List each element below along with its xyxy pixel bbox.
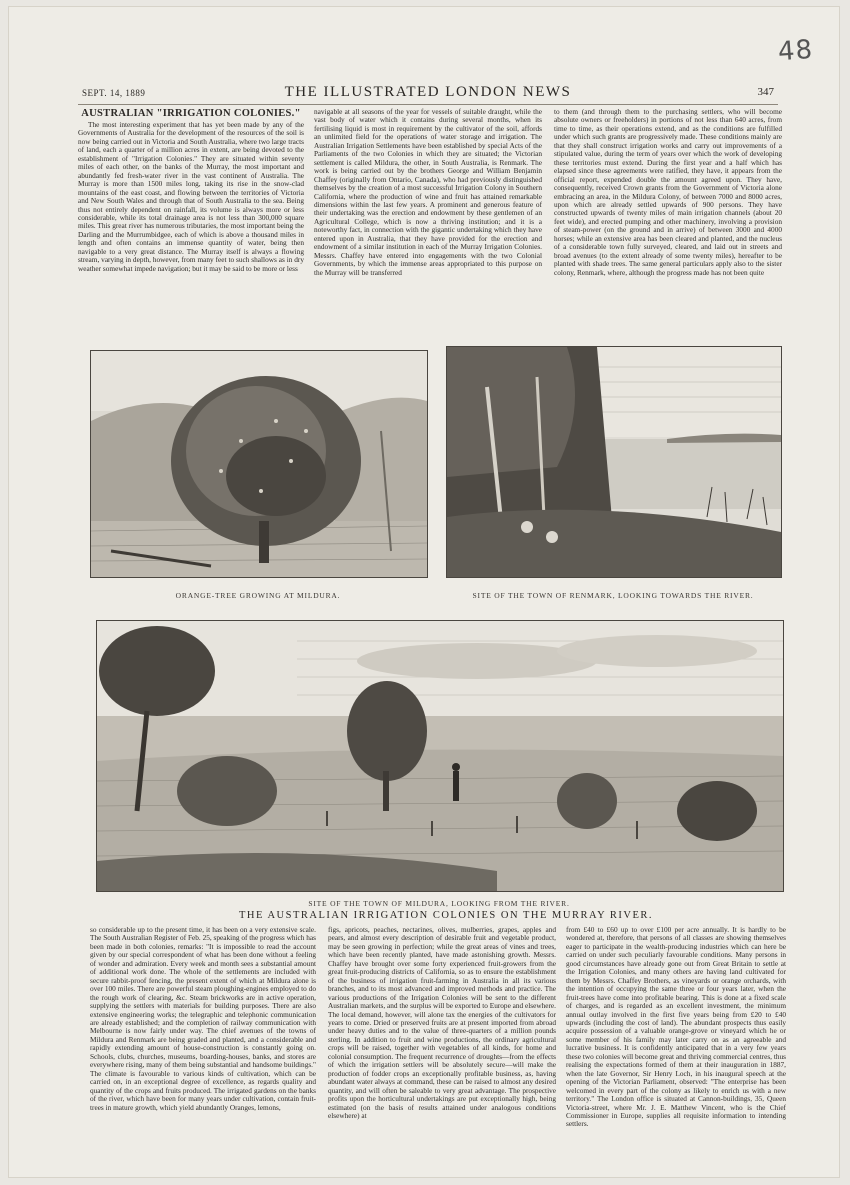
article-text-top-3: to them (and through them to the purchasing settlers, who will become absolute owners or freeholders) in portions of not less than 640 acres, from time to time, as their operations extend, and as the conditions are fulfilled under which such grants are progressively made. These conditions mainly are that they shall construct irrigation works and carry out improvements of a stipulated value, during the term of years over which the work of developing these territories must extend. During the first year and a half which has elapsed since these agreements were ratified, they have, it appears from the official report, expended double the amount agreed upon. They have, consequently, received Crown grants from the Government of Victoria alone embracing an area, in the Mildura Colony, of between 7000 and 8000 acres, upon which are already settled upwards of 900 persons. They have constructed upwards of twenty miles of main irrigation channels (about 20 feet wide), and erected pumping and other machinery, involving a provision of steam-power (on the ground and in arrive) of between 3000 and 4000 horses; while an extensive area has been cleared and planted, and the nucleus of a considerable town fully surveyed, cleared, and laid out in streets and broad avenues (to the extent already of some twenty miles), hereafter to be planted with shade trees. The same general particulars apply also to the sister colony, Renmark, where, although the progress made has not been quite [554,108,782,277]
page-number: 347 [757,86,774,98]
article-heading: AUSTRALIAN "IRRIGATION COLONIES." [81,108,301,119]
illustrations-main-title: THE AUSTRALIAN IRRIGATION COLONIES ON THE MURRAY RIVER. [238,910,654,921]
article-column-4 [90,926,316,1146]
handwritten-page-note: 48 [776,34,815,68]
article-column-6 [566,926,786,1146]
article-column-1 [78,108,304,316]
renmark-engraving [446,346,782,578]
orange-tree-engraving [90,350,428,578]
article-text-top-2: navigable at all seasons of the year for vessels of suitable draught, while the vast body of water which it contains during several months, when its fertilising liquid is most in requirement by the cultivator of the soil, affords an unlimited field for the operations of water storage and irrigation. The Australian Irrigation Settlements have been established by special Acts of the Parliaments of the two Colonies in which they are situated; the Victorian settlement is called Mildura, the other, in South Australia, is Renmark. The work is being carried out by the brothers George and William Benjamin Chaffey (originally from Ontario, Canada), who had previously distinguished themselves by the creation of a most successful Irrigation Colony in Southern California, where the production of wine and fruit has attained remarkable dimensions within the last few years. A prominent and generous feature of their undertaking was the erection and endowment by these gentlemen of an Agricultural College, which is now a thriving institution; and it is a noteworthy fact, in connection with the gigantic undertaking which they have entered upon in Australia, that they have provided for the erection and endowment of a similar institution in each of the Murray Irrigation Colonies. Messrs. Chaffey have entered into engagements with the two Colonial Governments, by which the immense areas appropriated to this purpose on the Murray will be transferred [314,108,542,277]
article-text-bottom-1: so considerable up to the present time, it has been on a very extensive scale. The South Australian Register of Feb. 25, speaking of the progress which has been made in both colonies, remarks: "It is impossible to read the account given by our special correspondent of what has been done without a feeling of wonder and admiration. Every week and month sees a substantial amount of additional work done. The whole of the settlements are included with secure rabbit-proof fencing, the present extent of which at Mildura alone is over 100 miles. There are powerful steam ploughing-engines employed to do the rough work of clearing, &c. Steam brickworks are in active operation, supplying the settlers with materials for building purposes. There are also extensive engineering works; the telegraphic and telephonic communication are already established; and the completion of railway communication with Melbourne is now fairly under way. The chief avenues of the towns of Mildura and Renmark are being graded and planted, and a considerable and rapidly extending amount of house-construction is constantly going on. Schools, clubs, churches, museums, boarding-houses, banks, and stores are everywhere rising, many of them being substantial and handsome buildings." The climate is favourable to various kinds of cultivation, which can be carried on, in an exceptional degree of excellence, as regards quality and quantity of the crops and fruits produced. The irrigated gardens on the banks of the river, which have been for many years under cultivation, contain fruit-trees in mature growth, which yield abundantly Oranges, lemons, [90,926,316,1112]
masthead-title: THE ILLUSTRATED LONDON NEWS [284,84,572,100]
caption-renmark: SITE OF THE TOWN OF RENMARK, LOOKING TOWARDS THE RIVER. [472,591,754,600]
mildura-engraving [96,620,784,892]
caption-mildura: SITE OF THE TOWN OF MILDURA, LOOKING FROM THE RIVER. [308,899,570,908]
article-text-top-1: The most interesting experiment that has yet been made by any of the Governments of Australia for the development of the resources of the soil is now being carried out in Victoria and South Australia, where two large tracts of land, each a quarter of a million acres in extent, are being devoted to the establishment of "Irrigation Colonies." They are situated within seventy miles of each other, on the banks of the Murray, the most important and abundantly fed fresh-water river in the vast continent of Australia. The Murray is more than 1500 miles long, taking its rise in the snow-clad mountains of the east coast, and flowing between the territories of Victoria and New South Wales and through that of South Australia to the sea. Being thus not entirely dependent on rainfall, its volume is always more or less considerable, while its total drainage area is not less than 300,000 square miles. This great river has numerous tributaries, the most important being the Darling and the Murrumbidgee, each of which is above a thousand miles in length and often contains an immense quantity of water, being then navigable to a very great distance. The Murray itself is always a flowing stream, varying in depth, however, from many feet to such shallows as in dry weather somewhat impede navigation; but it may be said to be more or less [78,120,304,273]
caption-orange-tree: ORANGE-TREE GROWING AT MILDURA. [175,591,341,600]
article-column-2 [314,108,542,316]
page-header [78,84,778,105]
issue-date: SEPT. 14, 1889 [82,88,146,98]
article-text-bottom-2: figs, apricots, peaches, nectarines, olives, mulberries, grapes, apples and pears, and almost every description of desirable fruit and vegetable product, may be seen growing in perfection; while the great areas of vines and trees, which have been recently planted, have made astonishing growth. Messrs. Chaffey have brought over some forty experienced fruit-growers from the great fruit-producing districts of California, so as to ensure the establishment of the business of irrigation fruit-farming in Australia in all its various branches, and to its most advanced and improved methods and practice. The various productions of the Irrigation Colonies will be sent to the different Australian markets, and the surplus will be exported to Europe and elsewhere. The local demand, however, will alone tax the energies of the cultivators for years to come. Dried or preserved fruits are at present imported from abroad under heavy duties and to the value of three-quarters of a million pounds sterling. In addition to fruit and wine productions, the ordinary agricultural crops will be raised, together with vegetables of all kinds, for home and colonial consumption. The frequent recurrence of droughts—from the effects of which the irrigation settlers will be absolutely secure—will make the production of fodder crops an exceptionally profitable business, as, having abundant water always at command, these can be raised to almost any desired quantity, and will often be saleable to very great advantage. The prospective profits upon the horticultural undertakings are put exceptionally high, being estimated (on the basis of results attained under analogous conditions elsewhere) at [328,926,556,1120]
newspaper-page [8,6,840,1178]
article-column-3 [554,108,782,316]
article-column-5 [328,926,556,1146]
article-text-bottom-3: from £40 to £60 up to over £100 per acre annually. It is hardly to be wondered at, therefore, that persons of all classes are showing themselves eager to participate in the wealth-producing industries which can here be carried on under such peculiarly favourable conditions. Many persons in good circumstances have already gone out from Great Britain to settle at the Irrigation Colonies, and many others are having land cultivated for them by Messrs. Chaffey Brothers, as vineyards or orange orchards, with the intention of occupying the same three or four years later, when the fruit-trees have come into profitable bearing. This is done at a fixed scale of charges, and is regarded as an excellent investment, the minimum annual outlay involved in the first five years being from £20 to £40 upwards (including the cost of land). The abundant prospects thus easily acquire possession of a valuable orange-grove or vineyard which he or some member of his family may later carry on as an agreeable and lucrative business. It is confidently anticipated that in a very few years these two colonies will become great and thriving commercial centres, thus realising the expectations formed of them at their inauguration in 1887, when the late Governor, Sir Henry Loch, in his inaugural speech at the opening of the Victorian Parliament, observed: "The enterprise has been welcomed in every part of the colony as likely to enrich us with a new territory." The London office is situated at Cannon-buildings, 35, Queen Victoria-street, where Mr. J. E. Matthew Vincent, who is the Chief Commissioner in Europe, supplies all requisite information to intending settlers. [566,926,786,1129]
